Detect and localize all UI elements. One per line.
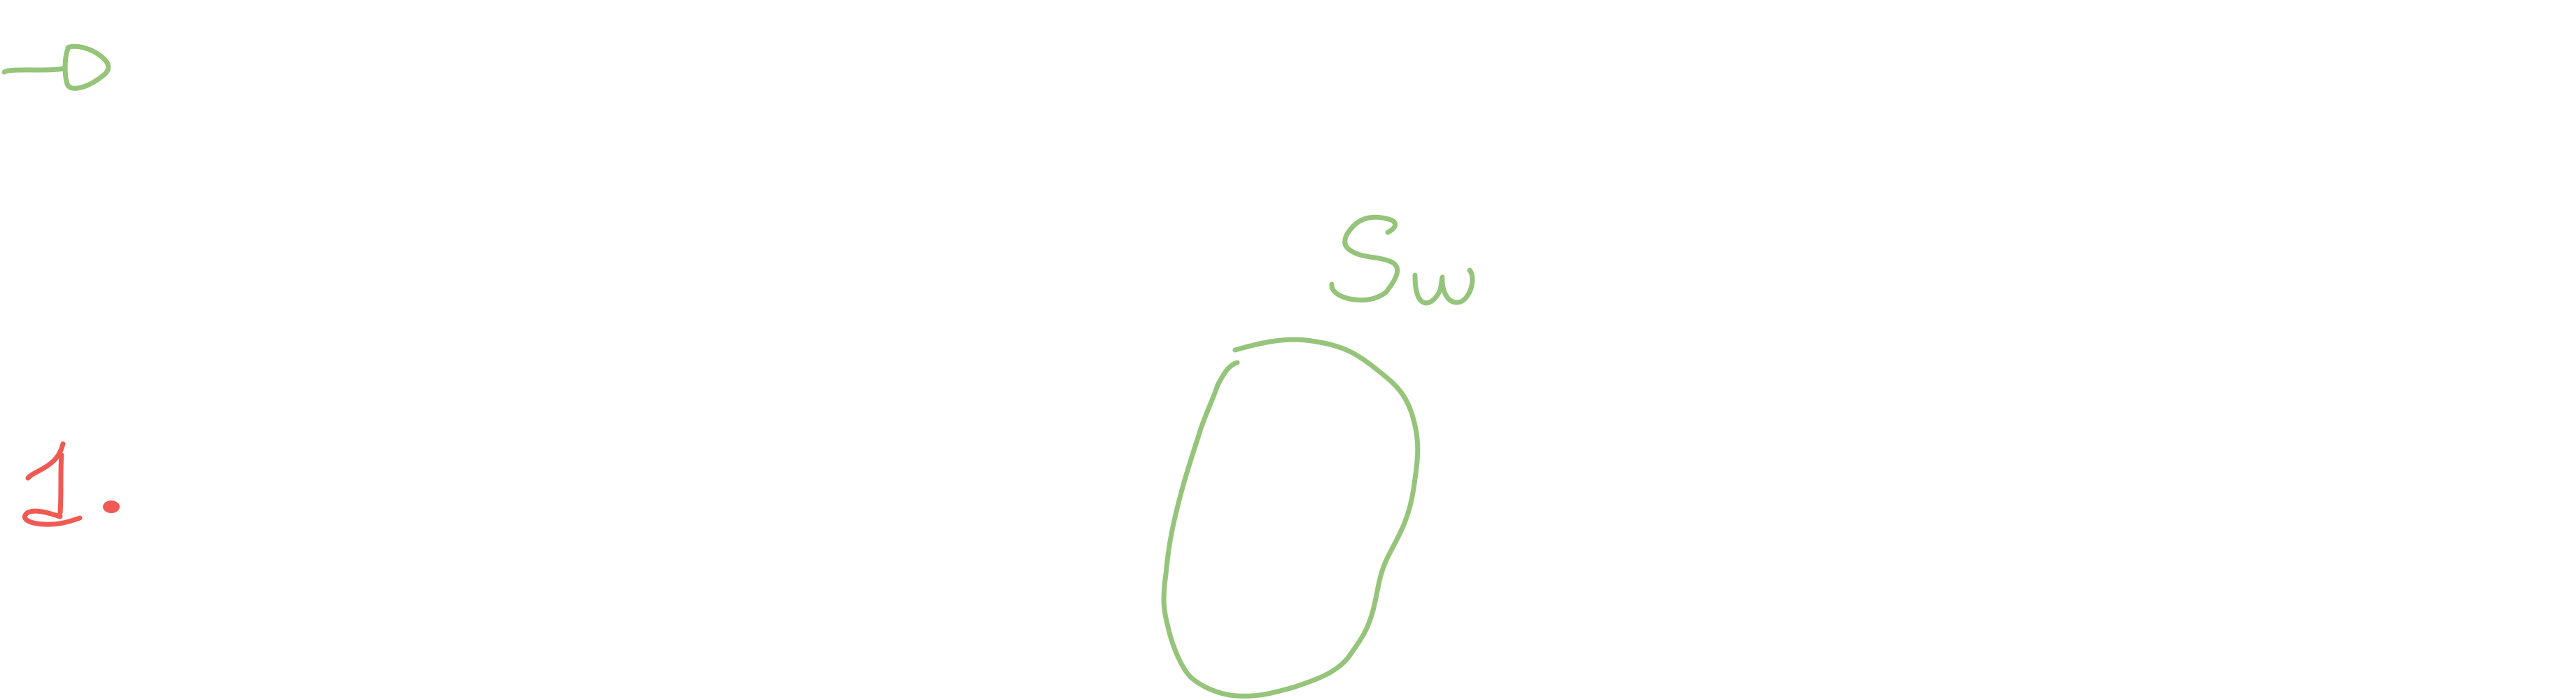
blob-label [0, 0, 1472, 303]
terminal-symbol-icon [4, 46, 108, 88]
blob-shape [1164, 340, 1418, 696]
step-number-dot [103, 500, 120, 513]
